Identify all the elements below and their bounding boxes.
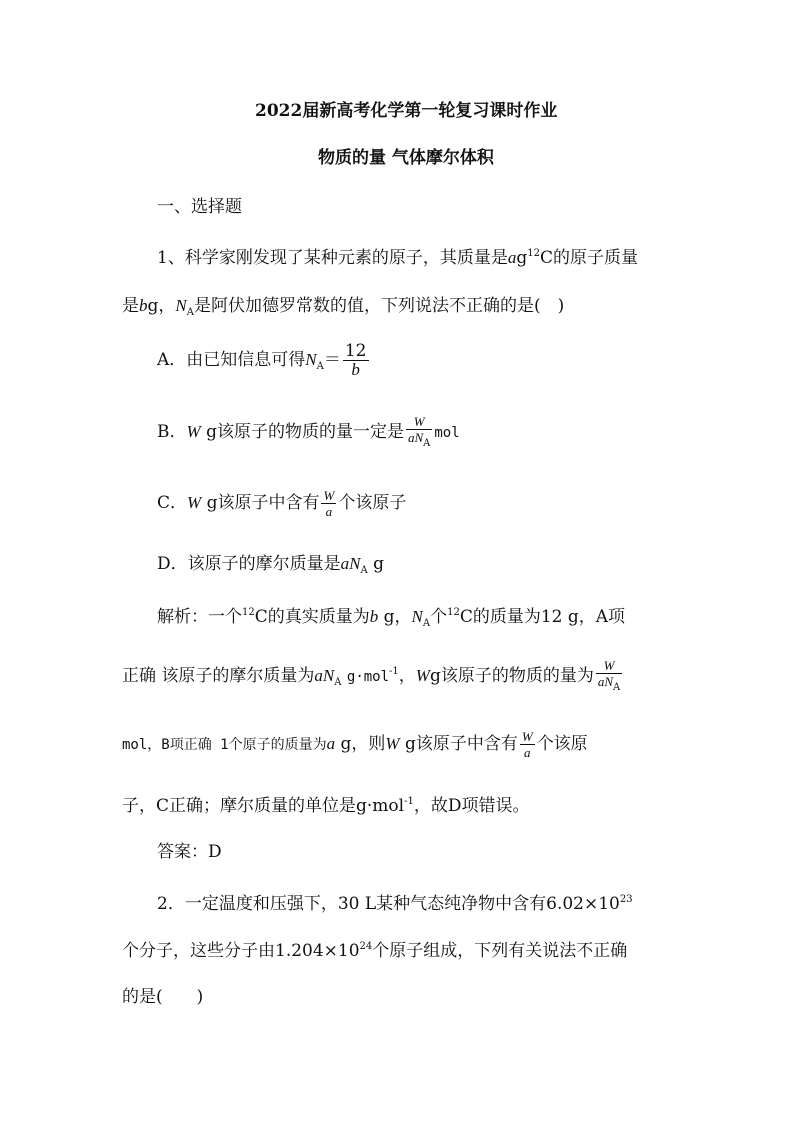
analysis-text: 个 xyxy=(430,607,448,627)
subscript-a: A xyxy=(186,307,194,318)
superscript-12: 12 xyxy=(447,607,460,618)
fraction-denominator: a xyxy=(325,504,333,519)
analysis-text: g，则 xyxy=(335,734,386,754)
superscript-neg1: -1 xyxy=(404,796,414,807)
var-na: N xyxy=(175,296,187,315)
q1-stem-line1 xyxy=(157,243,638,269)
analysis-text: 个该原 xyxy=(536,734,588,754)
superscript-23: 23 xyxy=(619,894,633,905)
var-na: N xyxy=(411,607,423,626)
unit-g-per-mol: g·mol xyxy=(346,669,390,685)
fraction-numerator: W xyxy=(521,729,533,744)
doc-title: 2022届新高考化学第一轮复习课时作业 xyxy=(255,101,558,121)
answer-line: 答案：D xyxy=(157,842,222,862)
analysis-text: g该原子的物质的量为 xyxy=(429,666,594,686)
fraction-denominator: b xyxy=(351,360,360,379)
analysis-text: ， xyxy=(398,666,416,686)
doc-subtitle: 物质的量 气体摩尔体积 xyxy=(318,148,494,168)
superscript-24: 24 xyxy=(359,941,373,952)
var-a: a xyxy=(340,554,350,573)
var-a: a xyxy=(326,734,336,753)
option-a-text: A．由已知信息可得 xyxy=(157,350,306,370)
superscript-12: 12 xyxy=(242,607,255,618)
var-w: W xyxy=(385,734,400,753)
fraction-numerator: W xyxy=(406,414,432,430)
option-c xyxy=(157,483,406,523)
q1-stem-tail: C的原子质量 xyxy=(539,248,638,268)
option-b-text: g该原子的物质的量一定是 xyxy=(200,422,404,442)
fraction-numerator: 12 xyxy=(344,341,367,361)
subscript-a: A xyxy=(613,682,621,693)
var-b: b xyxy=(139,296,148,315)
analysis-line4 xyxy=(122,791,529,817)
var-b: b xyxy=(369,607,379,626)
section-heading: 一、选择题 xyxy=(157,197,242,217)
subscript-a: A xyxy=(316,361,324,372)
var-w: W xyxy=(187,493,202,512)
superscript-12: 12 xyxy=(527,248,540,259)
q1-stem-text: 1、科学家刚发现了某种元素的原子，其质量是 xyxy=(157,248,508,268)
var-w: W xyxy=(186,422,201,441)
var-a: a xyxy=(507,248,517,267)
option-a xyxy=(157,338,371,389)
analysis-text: C的质量为12 g，A项 xyxy=(459,607,626,627)
var-na: N xyxy=(349,554,361,573)
q2-line2 xyxy=(122,936,627,962)
q1-stem-tail: 是阿伏加德罗常数的值，下列说法不正确的是( ) xyxy=(193,296,565,316)
fraction-12-over-b xyxy=(343,342,369,379)
fraction-w-over-a xyxy=(520,729,535,760)
unit-mol: mol xyxy=(434,425,460,441)
option-c-tail: 个该原子 xyxy=(338,493,407,513)
option-d-text: D．该原子的摩尔质量是 xyxy=(157,554,341,574)
analysis-text: ，故D项错误。 xyxy=(413,796,530,816)
q2-line3: 的是( ) xyxy=(122,987,204,1007)
q1-stem-line2 xyxy=(122,295,564,324)
analysis-text: C的真实质量为 xyxy=(254,607,370,627)
analysis-text: g该原子中含有 xyxy=(399,734,518,754)
var-an: aN xyxy=(407,430,424,445)
analysis-text: 子，C正确；摩尔质量的单位是g·mol xyxy=(122,796,405,816)
analysis-line3 xyxy=(122,722,588,767)
var-na: N xyxy=(322,666,335,685)
fraction-numerator: W xyxy=(596,658,622,674)
subscript-a: A xyxy=(360,565,368,576)
q2-line1 xyxy=(157,889,633,915)
equals-sign: ＝ xyxy=(323,350,341,370)
q1-stem-text: 是 xyxy=(122,296,139,316)
option-c-text: g该原子中含有 xyxy=(201,493,320,513)
fraction-w-over-ana xyxy=(596,658,622,695)
fraction-denominator: a xyxy=(524,745,531,760)
analysis-text: g， xyxy=(378,607,412,627)
var-a: a xyxy=(314,666,323,685)
fraction-numerator: W xyxy=(323,488,335,503)
q2-text: 个原子组成，下列有关说法不正确 xyxy=(372,941,628,961)
var-na: N xyxy=(305,350,317,369)
q2-text: 2．一定温度和压强下，30 L某种气态纯净物中含有6.02×10 xyxy=(157,894,620,914)
subscript-a: A xyxy=(423,438,431,449)
unit-g: g xyxy=(367,554,385,574)
option-c-label: C． xyxy=(157,493,188,513)
option-b-label: B． xyxy=(157,422,187,442)
q2-text: 个分子，这些分子由1.204×10 xyxy=(122,941,360,961)
option-b xyxy=(157,412,460,453)
var-w: W xyxy=(415,666,430,685)
var-an: aN xyxy=(597,674,614,689)
analysis-line2 xyxy=(122,650,624,705)
subscript-a: A xyxy=(422,618,431,629)
analysis-line1 xyxy=(157,602,625,635)
analysis-text: 正确 该原子的摩尔质量为 xyxy=(122,666,315,686)
fraction-denominator xyxy=(596,674,622,695)
option-d xyxy=(157,553,384,582)
fraction-w-over-a xyxy=(321,488,336,519)
analysis-text: mol，B项正确 1个原子的质量为 xyxy=(122,737,327,753)
subscript-a: A xyxy=(334,677,342,688)
superscript-neg1: -1 xyxy=(389,666,399,677)
unit-g: g， xyxy=(147,296,176,316)
fraction-w-over-ana xyxy=(406,414,432,451)
unit-g: g xyxy=(516,248,528,268)
fraction-denominator xyxy=(406,430,432,451)
analysis-text: 解析：一个 xyxy=(157,607,242,627)
